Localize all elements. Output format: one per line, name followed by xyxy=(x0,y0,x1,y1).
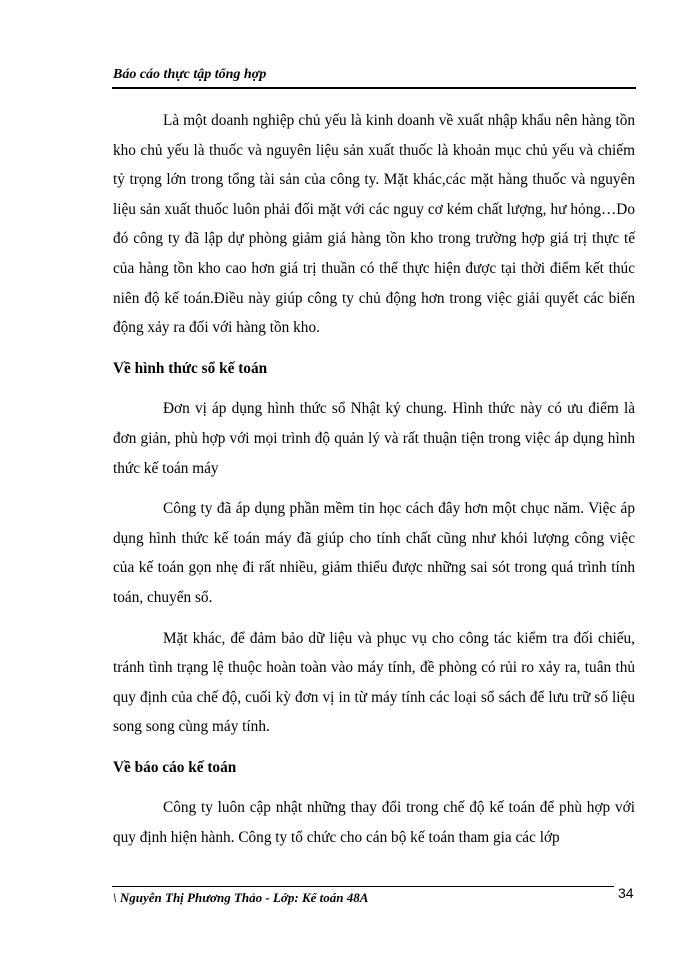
paragraph-inventory: Là một doanh nghiệp chủ yếu là kinh doanh về xuất nhập khẩu nên hàng tồn kho chủ yếu là thuốc và nguyên liệu sản xuất thuốc là khoản mục chủ yếu và chiếm tỷ trọng lớn trong tổng tài sản của công ty. Mặt khác,các mặt hàng thuốc và nguyên liệu sản xuất thuốc luôn phải đối mặt với các nguy cơ kém chất lượng, hư hỏng…Do đó công ty đã lập dự phòng giảm giá hàng tồn kho trong trường hợp giá trị thực tế của hàng tồn kho cao hơn giá trị thuần có thể thực hiện được tại thời điểm kết thúc niên độ kế toán.Điều này giúp công ty chủ động hơn trong việc giải quyết các biến động xảy ra đối với hàng tồn kho. xyxy=(113,112,635,337)
paragraph-regulation-updates: Công ty luôn cập nhật những thay đổi trong chế độ kế toán để phù hợp với quy định hiện hành. Công ty tổ chức cho cán bộ kế toán tham gia các lớp xyxy=(113,799,635,847)
header-rule xyxy=(112,87,636,89)
footer-author: \ Nguyễn Thị Phương Thảo - Lớp: Kế toán 48A xyxy=(113,890,369,905)
document-body xyxy=(113,106,635,853)
header-title: Báo cáo thực tập tổng hợp xyxy=(113,67,267,82)
heading-accounting-reports: Về báo cáo kế toán xyxy=(113,758,237,776)
paragraph-software: Công ty đã áp dụng phần mềm tin học cách đây hơn một chục năm. Việc áp dụng hình thức kế toán máy đã giúp cho tính chất cũng như khói lượng công việc của kế toán gọn nhẹ đi rất nhiều, giảm thiểu được những sai sót trong quá trình tính toán, chuyển sổ. xyxy=(113,500,635,606)
paragraph-general-journal: Đơn vị áp dụng hình thức sổ Nhật ký chung. Hình thức này có ưu điểm là đơn giản, phù hợp với mọi trình độ quản lý và rất thuận tiện trong việc áp dụng hình thức kế toán máy xyxy=(113,400,635,477)
paragraph-data-backup: Mặt khác, để đảm bảo dữ liệu và phục vụ cho công tác kiểm tra đối chiếu, tránh tình trạng lệ thuộc hoàn toàn vào máy tính, đề phòng có rủi ro xảy ra, tuân thủ quy định của chế độ, cuối kỳ đơn vị in từ máy tính các loại sổ sách để lưu trữ số liệu song song cùng máy tính. xyxy=(113,629,635,736)
heading-bookkeeping-form: Về hình thức sổ kế toán xyxy=(113,359,268,377)
footer-rule xyxy=(112,886,614,887)
page-number: 34 xyxy=(618,885,634,901)
